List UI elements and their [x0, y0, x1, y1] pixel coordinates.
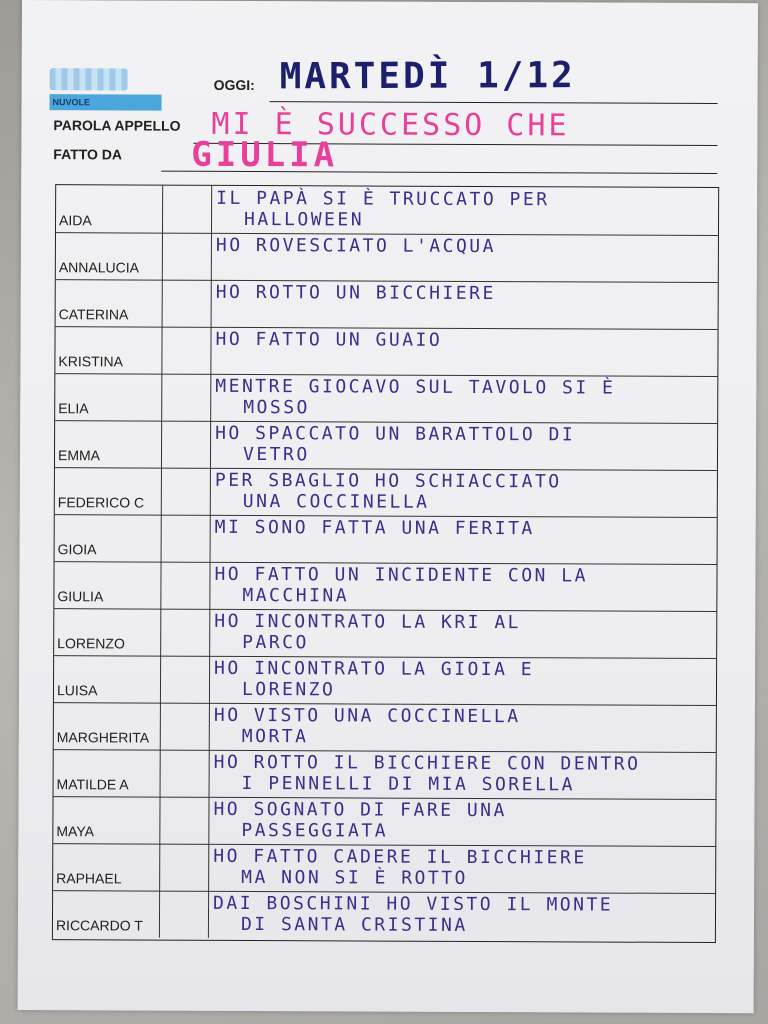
- student-name: RAPHAEL: [56, 870, 122, 887]
- logo-bar: [50, 94, 162, 110]
- row-text: HO ROTTO IL BICCHIERE CON DENTRO I PENNELLI DI MIA SORELLA: [213, 751, 641, 796]
- table-row: [54, 561, 716, 612]
- student-name: RICCARDO T: [55, 917, 143, 934]
- table-row: [53, 796, 715, 847]
- student-name: AIDA: [59, 212, 92, 229]
- row-text: PER SBAGLIO HO SCHIACCIATO UNA COCCINELLA: [214, 469, 562, 513]
- table-row: [55, 420, 717, 471]
- student-name: LORENZO: [57, 635, 125, 652]
- row-text: HO INCONTRATO LA GIOIA E LORENZO: [214, 657, 535, 701]
- table-row: [55, 326, 717, 377]
- row-text: HO ROVESCIATO L'ACQUA: [215, 234, 497, 258]
- nuvole-logo: [50, 68, 156, 110]
- table-row: [54, 702, 716, 753]
- table-row: [54, 749, 716, 800]
- table-row: [56, 232, 718, 283]
- attendance-sheet: [18, 0, 758, 1013]
- student-name: MARGHERITA: [56, 729, 150, 746]
- word-value: MI È SUCCESSO CHE: [211, 106, 570, 144]
- table-row: [53, 843, 715, 894]
- student-name: EMMA: [57, 447, 101, 464]
- by-label: FATTO DA: [53, 146, 123, 163]
- student-name: GIOIA: [57, 541, 97, 558]
- table-row: [54, 608, 716, 659]
- date-rule: [270, 101, 718, 104]
- student-name: KRISTINA: [58, 353, 124, 370]
- table-row: [56, 279, 718, 330]
- student-name: LUISA: [56, 682, 98, 699]
- table-row: [55, 373, 717, 424]
- row-text: DAI BOSCHINI HO VISTO IL MONTE DI SANTA CRISTINA: [213, 892, 614, 936]
- row-text: HO FATTO UN INCIDENTE CON LA MACCHINA: [214, 563, 588, 607]
- row-text: HO FATTO CADERE IL BICCHIERE MA NON SI È ROTTO: [213, 845, 587, 889]
- date-label: OGGI:: [213, 76, 255, 94]
- by-value: GIULIA: [191, 134, 339, 176]
- names-table: [52, 184, 719, 943]
- row-text: MENTRE GIOCAVO SUL TAVOLO SI È MOSSO: [215, 375, 616, 419]
- table-row: [56, 185, 718, 236]
- date-value: MARTEDÌ 1/12: [279, 55, 576, 98]
- table-row: [53, 890, 715, 940]
- logo-text: NUVOLE: [52, 97, 91, 108]
- row-text: HO FATTO UN GUAIO: [215, 328, 443, 351]
- student-name: ANNALUCIA: [58, 259, 140, 276]
- student-name: MAYA: [56, 823, 95, 840]
- word-label: PAROLA APPELLO: [53, 117, 181, 134]
- student-name: FEDERICO C: [57, 494, 145, 511]
- student-name: CATERINA: [58, 306, 129, 323]
- row-text: HO ROTTO UN BICCHIERE: [215, 281, 496, 305]
- student-name: MATILDE A: [56, 776, 129, 793]
- row-text: HO INCONTRATO LA KRI AL PARCO: [214, 610, 522, 654]
- table-row: [55, 467, 717, 518]
- table-row: [55, 514, 717, 565]
- row-text: HO SOGNATO DI FARE UNA PASSEGGIATA: [213, 798, 507, 842]
- table-row: [54, 655, 716, 706]
- row-text: MI SONO FATTA UNA FERITA: [214, 516, 535, 540]
- student-name: ELIA: [58, 400, 89, 417]
- row-text: HO VISTO UNA COCCINELLA MORTA: [213, 704, 521, 748]
- student-name: GIULIA: [57, 588, 104, 605]
- row-text: HO SPACCATO UN BARATTOLO DI VETRO: [215, 422, 576, 466]
- clouds-icon: [50, 68, 128, 90]
- row-text: IL PAPÀ SI È TRUCCATO PER HALLOWEEN: [216, 187, 550, 231]
